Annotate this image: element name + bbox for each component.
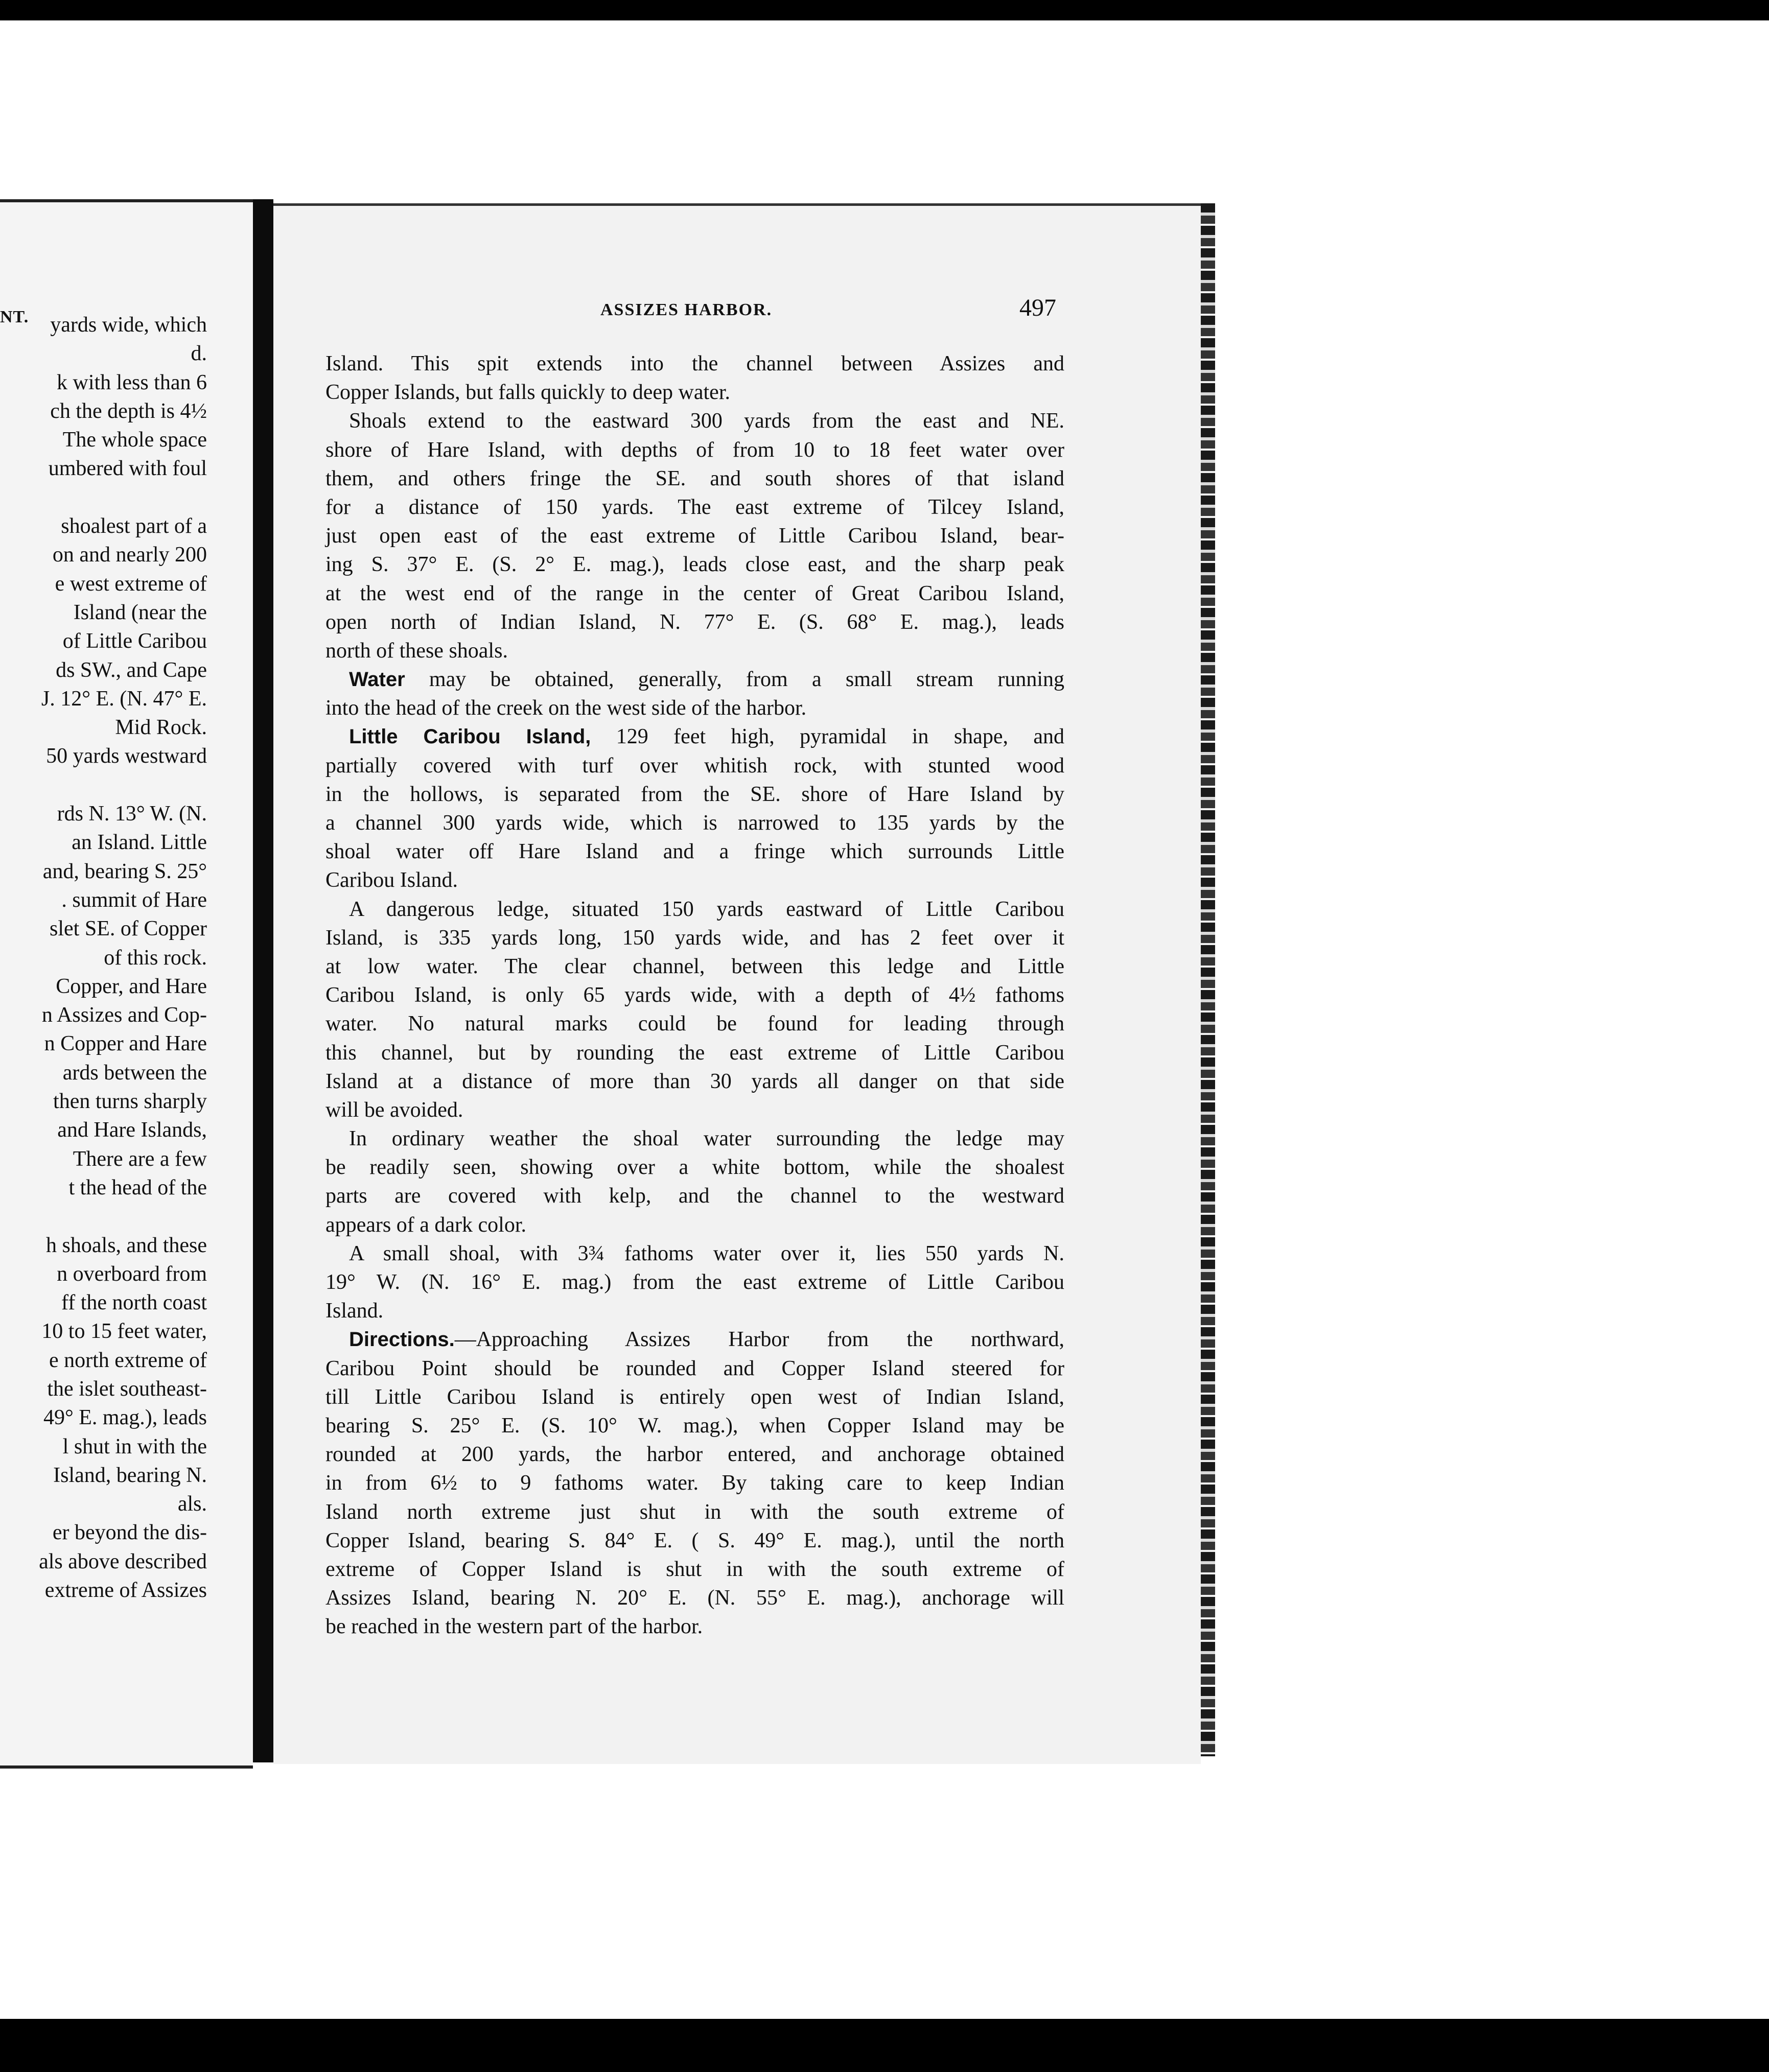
- line-text: A dangerous ledge, situated 150 yards eastward of Little Caribou: [349, 897, 1064, 921]
- left-text-line: umbered with foul: [48, 457, 207, 481]
- line-text: 19° W. (N. 16° E. mag.) from the east extreme of Little Caribou: [325, 1270, 1064, 1294]
- page-edge: [1201, 203, 1215, 1756]
- line-text: till Little Caribou Island is entirely open west of Indian Island,: [325, 1385, 1064, 1409]
- left-text-line: ch the depth is 4½: [50, 399, 207, 423]
- left-text-line: ff the north coast: [61, 1291, 207, 1315]
- page-number: 497: [1019, 294, 1056, 321]
- line-text: Copper Island, bearing S. 84° E. ( S. 49° E. mag.), until the north: [325, 1528, 1064, 1552]
- text-line: [325, 981, 1064, 1009]
- text-line: [325, 1153, 1064, 1182]
- text-line: [325, 1239, 1064, 1268]
- line-text: be readily seen, showing over a white bottom, while the shoalest: [325, 1156, 1064, 1180]
- line-text: A small shoal, with 3¾ fathoms water over it, lies 550 yards N.: [349, 1241, 1064, 1265]
- text-line: [325, 895, 1064, 924]
- line-text: open north of Indian Island, N. 77° E. (S. 68° E. mag.), leads: [325, 610, 1064, 634]
- left-text-line: [0, 771, 207, 799]
- left-text-line: l shut in with the: [62, 1434, 207, 1458]
- text-line: [325, 952, 1064, 981]
- left-text-line: of this rock.: [104, 946, 207, 970]
- left-text-line: er beyond the dis-: [52, 1521, 207, 1545]
- left-text-line: yards wide, which: [50, 313, 207, 337]
- text-line: [325, 1297, 1064, 1325]
- left-text-line: [0, 483, 207, 512]
- left-text-line: slet SE. of Copper: [50, 917, 207, 941]
- text-line: [325, 1584, 1064, 1612]
- line-text: shoal water off Hare Island and a fringe which surrounds Little: [325, 840, 1064, 864]
- left-text-line: of Little Caribou: [62, 629, 207, 653]
- text-line: [325, 1411, 1064, 1440]
- text-line: [325, 1067, 1064, 1096]
- left-text-line: h shoals, and these: [46, 1233, 207, 1257]
- text-line: [325, 780, 1064, 809]
- left-text-line: ds SW., and Cape: [56, 658, 207, 682]
- text-line: [325, 924, 1064, 952]
- text-line: [325, 1182, 1064, 1210]
- left-running-head-fragment: NT.: [0, 308, 29, 326]
- body-text: [325, 349, 1064, 1641]
- left-text-line: the islet southeast-: [47, 1377, 207, 1401]
- line-text: Island north extreme just shut in with the south extreme of: [325, 1500, 1064, 1524]
- line-text: just open east of the east extreme of Little Caribou Island, bear-: [325, 524, 1064, 548]
- text-line: [325, 1009, 1064, 1038]
- left-text-line: e north extreme of: [49, 1348, 207, 1372]
- text-line: [325, 809, 1064, 837]
- line-text: Caribou Island.: [325, 868, 458, 892]
- text-line: [325, 1325, 1064, 1354]
- left-text-line: There are a few: [73, 1147, 207, 1171]
- text-line: [325, 722, 1064, 751]
- left-text-line: and, bearing S. 25°: [42, 859, 207, 883]
- text-line: [325, 1612, 1064, 1641]
- left-text-line: . summit of Hare: [61, 888, 207, 912]
- left-text-line: k with less than 6: [57, 370, 207, 394]
- text-line: [325, 837, 1064, 866]
- left-text-line: 49° E. mag.), leads: [43, 1406, 207, 1430]
- line-text: partially covered with turf over whitish rock, with stunted wood: [325, 754, 1064, 778]
- line-text: rounded at 200 yards, the harbor entered, and anchorage obtained: [325, 1443, 1064, 1467]
- text-line: [325, 1526, 1064, 1555]
- left-text-line: on and nearly 200: [52, 543, 207, 567]
- running-head: ASSIZES HARBOR.: [600, 300, 773, 319]
- left-text-line: The whole space: [62, 428, 207, 452]
- line-text: a channel 300 yards wide, which is narrowed to 135 yards by the: [325, 811, 1064, 835]
- left-text-line: n overboard from: [57, 1262, 207, 1286]
- left-text-line: rds N. 13° W. (N.: [57, 802, 207, 826]
- paragraph-lead: Directions.: [349, 1328, 455, 1351]
- left-text-line: n Assizes and Cop-: [41, 1003, 207, 1027]
- line-text: in the hollows, is separated from the SE. shore of Hare Island by: [325, 782, 1064, 806]
- scan-border-top: [0, 0, 1769, 20]
- line-text: Caribou Island, is only 65 yards wide, with a depth of 4½ fathoms: [325, 983, 1064, 1007]
- text-line: [325, 608, 1064, 637]
- line-text: them, and others fringe the SE. and south shores of that island: [325, 466, 1064, 490]
- text-line: [325, 1268, 1064, 1297]
- line-text: Shoals extend to the eastward 300 yards from the east and NE.: [349, 409, 1064, 433]
- text-line: [325, 349, 1064, 378]
- left-text-line: Mid Rock.: [115, 716, 207, 740]
- left-text-line: Copper, and Hare: [56, 974, 207, 998]
- scan-border-bottom: [0, 2019, 1769, 2072]
- line-text: for a distance of 150 yards. The east extreme of Tilcey Island,: [325, 495, 1064, 519]
- line-text: north of these shoals.: [325, 639, 508, 663]
- line-text: extreme of Copper Island is shut in with the south extreme of: [325, 1557, 1064, 1581]
- line-text: —Approaching Assizes Harbor from the northward,: [454, 1328, 1064, 1352]
- left-text-line: n Copper and Hare: [44, 1032, 207, 1056]
- left-text-line: [0, 1202, 207, 1231]
- left-text-line: e west extreme of: [55, 572, 207, 596]
- text-line: [325, 1498, 1064, 1526]
- left-text-line: 50 yards westward: [46, 744, 207, 768]
- text-line: [325, 1039, 1064, 1067]
- line-text: Island. This spit extends into the channel between Assizes and: [325, 352, 1064, 375]
- text-line: [325, 522, 1064, 550]
- text-line: [325, 550, 1064, 579]
- left-text-line: extreme of Assizes: [44, 1579, 207, 1603]
- text-line: [325, 665, 1064, 694]
- line-text: Island.: [325, 1299, 384, 1323]
- line-text: Caribou Point should be rounded and Copper Island steered for: [325, 1356, 1064, 1380]
- line-text: 129 feet high, pyramidal in shape, and: [591, 725, 1064, 749]
- text-line: [325, 637, 1064, 665]
- line-text: will be avoided.: [325, 1098, 463, 1122]
- text-line: [325, 1354, 1064, 1383]
- line-text: shore of Hare Island, with depths of from 10 to 18 feet water over: [325, 438, 1064, 462]
- text-line: [325, 1555, 1064, 1584]
- left-page-text: [0, 311, 207, 1605]
- left-text-line: als.: [177, 1492, 207, 1516]
- line-text: in from 6½ to 9 fathoms water. By taking care to keep Indian: [325, 1471, 1064, 1495]
- line-text: be reached in the western part of the harbor.: [325, 1615, 703, 1639]
- left-text-line: and Hare Islands,: [57, 1118, 207, 1142]
- left-text-line: 10 to 15 feet water,: [41, 1320, 207, 1344]
- text-line: [325, 1124, 1064, 1153]
- left-text-line: Island (near the: [73, 600, 207, 624]
- text-line: [325, 407, 1064, 435]
- left-text-line: an Island. Little: [72, 831, 207, 855]
- left-text-line: Island, bearing N.: [53, 1463, 207, 1487]
- line-text: this channel, but by rounding the east extreme of Little Caribou: [325, 1041, 1064, 1065]
- text-line: [325, 1211, 1064, 1239]
- left-page: [0, 199, 253, 1769]
- line-text: Assizes Island, bearing N. 20° E. (N. 55° E. mag.), anchorage will: [325, 1586, 1064, 1610]
- text-line: [325, 751, 1064, 780]
- line-text: at the west end of the range in the center of Great Caribou Island,: [325, 581, 1064, 605]
- text-line: [325, 378, 1064, 407]
- book-gutter: [253, 199, 273, 1762]
- text-line: [325, 1440, 1064, 1469]
- text-line: [325, 1469, 1064, 1497]
- text-line: [325, 436, 1064, 464]
- line-text: parts are covered with kelp, and the channel to the westward: [325, 1184, 1064, 1208]
- line-text: may be obtained, generally, from a small stream running: [405, 668, 1064, 692]
- line-text: at low water. The clear channel, between this ledge and Little: [325, 954, 1064, 978]
- left-text-line: shoalest part of a: [61, 514, 207, 538]
- line-text: into the head of the creek on the west side of the harbor.: [325, 696, 807, 720]
- text-line: [325, 866, 1064, 894]
- left-text-line: J. 12° E. (N. 47° E.: [41, 687, 207, 711]
- text-line: [325, 493, 1064, 522]
- line-text: bearing S. 25° E. (S. 10° W. mag.), when Copper Island may be: [325, 1414, 1064, 1438]
- text-line: [325, 1096, 1064, 1124]
- line-text: ing S. 37° E. (S. 2° E. mag.), leads close east, and the sharp peak: [325, 553, 1064, 577]
- paragraph-lead: Water: [349, 668, 405, 691]
- line-text: Copper Islands, but falls quickly to deep water.: [325, 381, 730, 405]
- line-text: In ordinary weather the shoal water surrounding the ledge may: [349, 1127, 1064, 1151]
- text-line: [325, 694, 1064, 722]
- left-text-line: ards between the: [62, 1061, 207, 1085]
- left-text-line: then turns sharply: [53, 1090, 207, 1114]
- paragraph-lead: Little Caribou Island,: [349, 725, 591, 748]
- text-line: [325, 1383, 1064, 1411]
- line-text: Island, is 335 yards long, 150 yards wide, and has 2 feet over it: [325, 926, 1064, 950]
- line-text: Island at a distance of more than 30 yards all danger on that side: [325, 1069, 1064, 1093]
- left-text-line: als above described: [39, 1549, 207, 1573]
- left-text-line: t the head of the: [68, 1175, 207, 1199]
- text-line: [325, 464, 1064, 493]
- text-line: [325, 579, 1064, 608]
- left-text-line: d.: [191, 342, 207, 366]
- line-text: water. No natural marks could be found for leading through: [325, 1012, 1064, 1036]
- line-text: appears of a dark color.: [325, 1213, 526, 1237]
